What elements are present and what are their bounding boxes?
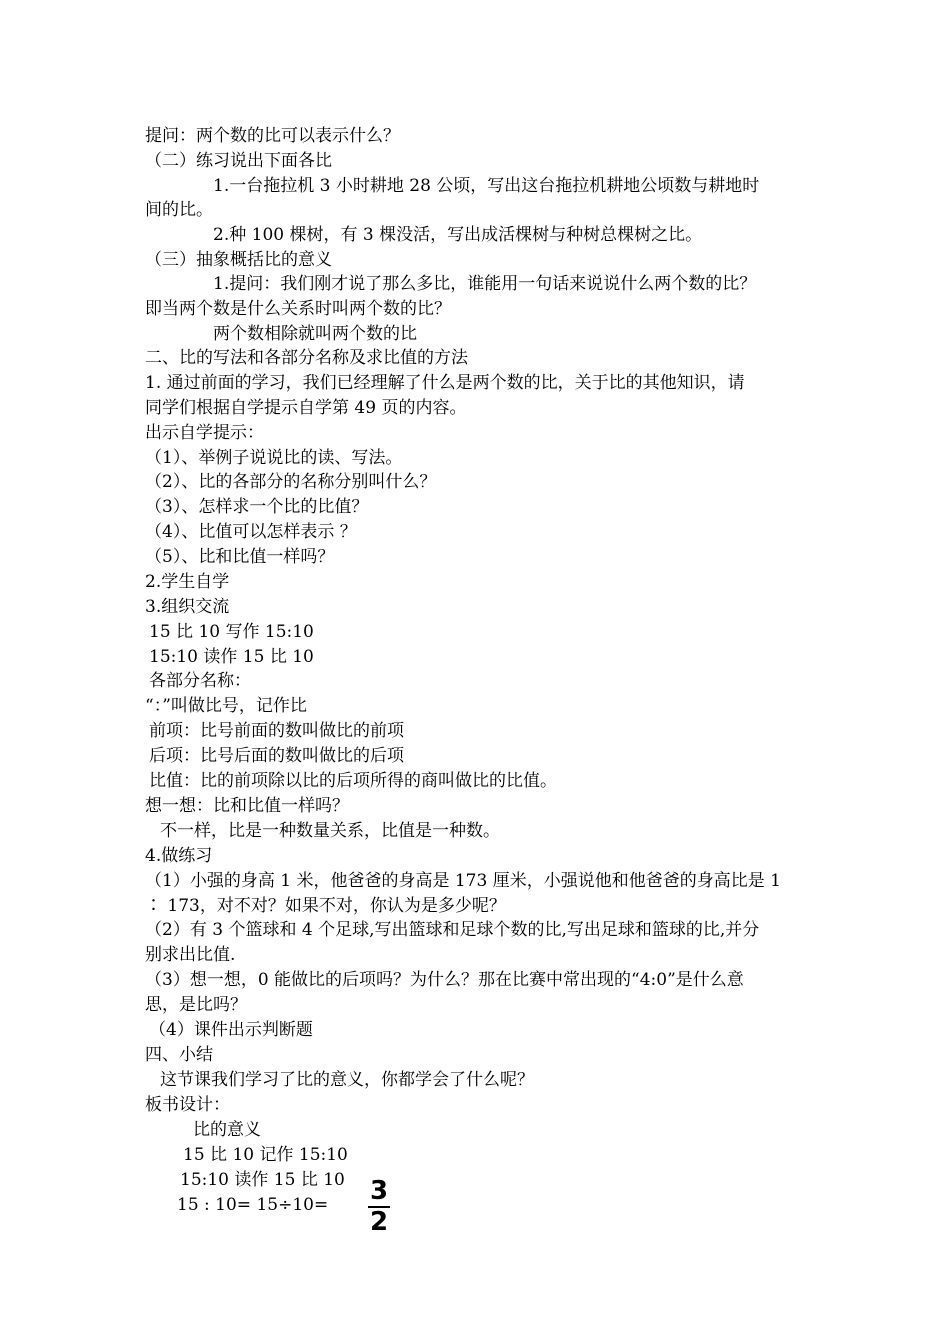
text-line: 15 比 10 写作 15:10 [149, 622, 314, 642]
list-item: （1）、举例子说说比的读、写法。 [145, 448, 403, 468]
text-line: 各部分名称： [149, 671, 251, 691]
text-line: 前项：比号前面的数叫做比的前项 [149, 721, 404, 741]
text-line: “：”叫做比号，记作比 [145, 696, 307, 716]
exercise-item: （4）课件出示判断题 [149, 1020, 313, 1040]
text-line: 1.提问：我们刚才说了那么多比，谁能用一句话来说说什么两个数的比？ [213, 274, 757, 294]
board-title: 比的意义 [193, 1120, 261, 1140]
board-line: 15 比 10 记作 15:10 [183, 1145, 348, 1165]
board-line: 15 : 10= 15÷10= [177, 1195, 329, 1215]
text-line: 不一样，比是一种数量关系，比值是一种数。 [160, 821, 500, 841]
text-line: 出示自学提示： [145, 423, 264, 443]
text-line: 想一想：比和比值一样吗？ [145, 796, 349, 816]
text-line: 思，是比吗？ [145, 995, 247, 1015]
text-line: 别求出比值. [145, 945, 236, 965]
text-line: 即当两个数是什么关系时叫两个数的比？ [145, 299, 451, 319]
exercise-item: （3）想一想，0 能做比的后项吗？为什么？那在比赛中常出现的“4:0”是什么意 [145, 970, 744, 990]
text-line: 比值：比的前项除以比的后项所得的商叫做比的比值。 [149, 771, 557, 791]
text-line: 2.种 100 棵树，有 3 棵没活，写出成活棵树与种树总棵树之比。 [213, 225, 703, 245]
text-line: 两个数相除就叫两个数的比 [213, 324, 417, 344]
text-line: 4.做练习 [145, 846, 213, 866]
exercise-item: （2）有 3 个篮球和 4 个足球,写出篮球和足球个数的比,写出足球和篮球的比,并分 [145, 920, 760, 940]
fraction [366, 1178, 392, 1235]
text-line: ∶ 173，对不对？如果不对，你认为是多少呢？ [145, 896, 506, 916]
board-line: 15:10 读作 15 比 10 [180, 1170, 345, 1190]
list-item: （3）、怎样求一个比的比值？ [145, 497, 369, 517]
text-line: 提问：两个数的比可以表示什么？ [145, 126, 400, 146]
text-line: 3.组织交流 [145, 597, 230, 617]
section-heading: （三）抽象概括比的意义 [145, 250, 332, 270]
section-heading: 四、小结 [145, 1045, 213, 1065]
text-line: 1.一台拖拉机 3 小时耕地 28 公顷，写出这台拖拉机耕地公顷数与耕地时 [213, 176, 760, 196]
text-line: 后项：比号后面的数叫做比的后项 [149, 746, 404, 766]
section-heading: （二）练习说出下面各比 [145, 151, 332, 171]
fraction-denominator: 2 [369, 1207, 389, 1237]
list-item: （4）、比值可以怎样表示 ？ [145, 522, 357, 542]
list-item: （2）、比的各部分的名称分别叫什么？ [145, 472, 437, 492]
text-line: 2.学生自学 [145, 572, 230, 592]
text-line: 板书设计： [145, 1095, 230, 1115]
text-line: 同学们根据自学提示自学第 49 页的内容。 [145, 398, 467, 418]
text-line: 15:10 读作 15 比 10 [149, 647, 314, 667]
exercise-item: （1）小强的身高 1 米，他爸爸的身高是 173 厘米，小强说他和他爸爸的身高比是 1 [145, 871, 781, 891]
text-line: 间的比。 [145, 200, 213, 220]
fraction-numerator: 3 [369, 1176, 389, 1206]
list-item: （5）、比和比值一样吗？ [145, 547, 335, 567]
section-heading: 二、比的写法和各部分名称及求比值的方法 [145, 348, 468, 368]
text-line: 这节课我们学习了比的意义，你都学会了什么呢？ [160, 1070, 534, 1090]
text-line: 1. 通过前面的学习，我们已经理解了什么是两个数的比，关于比的其他知识，请 [145, 373, 745, 393]
